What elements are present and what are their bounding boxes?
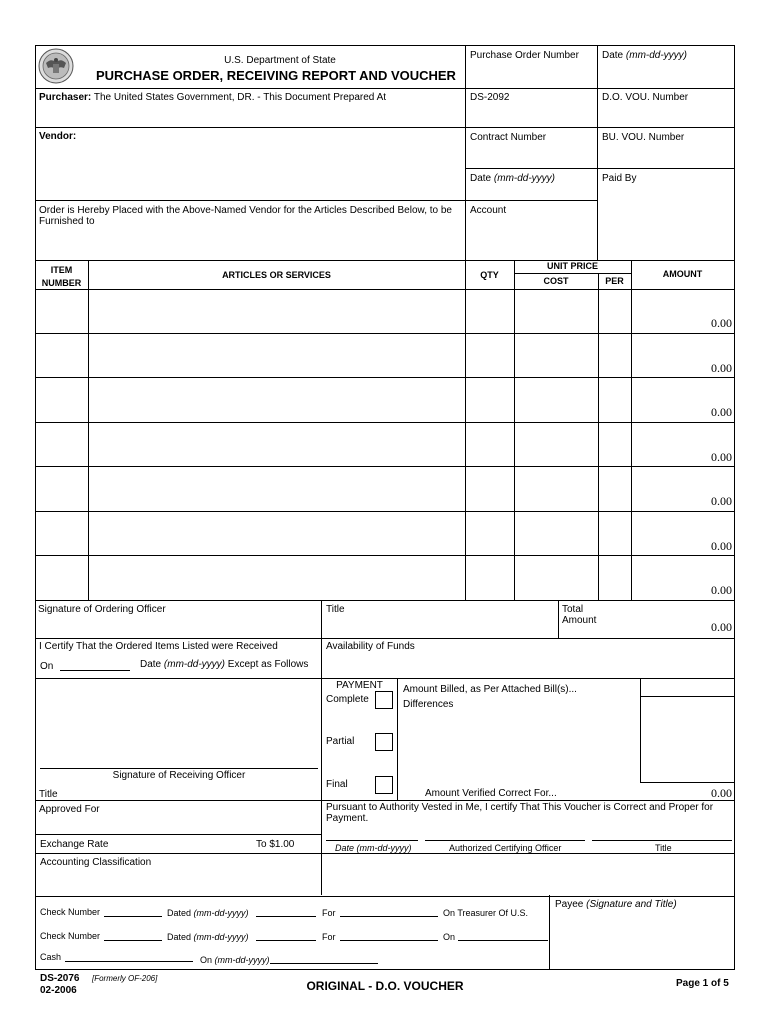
certify-date-label bbox=[335, 843, 412, 853]
purchaser-line bbox=[39, 92, 386, 103]
check-for-field[interactable] bbox=[340, 904, 438, 916]
check-dated-text-2: Dated bbox=[167, 932, 192, 942]
underline bbox=[104, 916, 162, 917]
check-dated-format: (mm-dd-yyyy) bbox=[193, 908, 249, 918]
divider bbox=[514, 273, 631, 274]
divider bbox=[549, 895, 550, 969]
ordering-officer-signature-field[interactable] bbox=[37, 616, 319, 636]
amount-cell: 0.00 bbox=[711, 405, 732, 419]
certify-date-field[interactable] bbox=[326, 826, 418, 840]
table-row[interactable] bbox=[35, 512, 734, 556]
check-dated-field-2[interactable] bbox=[256, 928, 316, 940]
divider bbox=[397, 678, 398, 800]
exceptions-field[interactable] bbox=[37, 680, 319, 766]
received-date-format: (mm-dd-yyyy) bbox=[163, 659, 226, 670]
paid-by-field[interactable] bbox=[599, 185, 731, 259]
underline bbox=[270, 963, 378, 964]
divider bbox=[35, 127, 734, 128]
vendor-date-format: (mm-dd-yyyy) bbox=[493, 173, 556, 184]
underline bbox=[458, 940, 548, 941]
check-dated-text: Dated bbox=[167, 908, 192, 918]
underline bbox=[60, 670, 130, 671]
vendor-label: Vendor: bbox=[39, 131, 77, 142]
check-dated-label bbox=[167, 908, 249, 918]
underline bbox=[340, 940, 438, 941]
ordering-title-field[interactable] bbox=[323, 616, 557, 636]
divider bbox=[321, 600, 322, 895]
divider bbox=[35, 88, 734, 89]
divider bbox=[35, 853, 734, 854]
approved-for-field[interactable] bbox=[100, 802, 318, 832]
except-label: Except as Follows bbox=[227, 659, 309, 670]
form-code: DS-2092 bbox=[470, 92, 510, 103]
department-name: U.S. Department of State bbox=[224, 55, 336, 66]
amount-column-header: AMOUNT bbox=[662, 269, 703, 279]
payment-label: PAYMENT bbox=[336, 680, 383, 691]
pursuant-text: Pursuant to Authority Vested in Me, I certify That This Voucher is Correct and Proper for Payment. bbox=[326, 802, 714, 824]
vendor-date-text: Date bbox=[470, 173, 492, 184]
table-row[interactable] bbox=[35, 289, 734, 334]
vendor-field[interactable] bbox=[37, 143, 463, 199]
account-label: Account bbox=[470, 205, 507, 216]
total-label: Total bbox=[562, 604, 584, 615]
table-row[interactable] bbox=[35, 423, 734, 467]
to-one-dollar-label: To $1.00 bbox=[256, 839, 295, 850]
articles-column-header: ARTICLES OR SERVICES bbox=[222, 270, 331, 280]
underline bbox=[104, 940, 162, 941]
divider bbox=[465, 168, 734, 169]
check-on-field[interactable] bbox=[458, 928, 548, 940]
total-amount-label bbox=[562, 604, 596, 626]
on-treasurer-label: On Treasurer Of U.S. bbox=[443, 908, 529, 918]
divider bbox=[465, 45, 466, 260]
account-field[interactable] bbox=[467, 218, 595, 258]
amount-billed-field[interactable] bbox=[642, 680, 732, 695]
check-for-field-2[interactable] bbox=[340, 928, 438, 940]
underline bbox=[256, 916, 316, 917]
copy-title: ORIGINAL - D.O. VOUCHER bbox=[306, 979, 464, 993]
divider bbox=[597, 45, 598, 260]
final-label: Final bbox=[326, 779, 348, 790]
availability-of-funds-field[interactable] bbox=[323, 653, 732, 677]
payee-text: Payee bbox=[555, 899, 584, 910]
cash-label: Cash bbox=[40, 952, 62, 962]
amount-cell: 0.00 bbox=[711, 583, 732, 597]
check-number-field[interactable] bbox=[104, 904, 162, 916]
complete-checkbox[interactable] bbox=[375, 691, 393, 709]
received-on-date-field[interactable] bbox=[60, 657, 130, 670]
date-label bbox=[602, 50, 687, 61]
po-number-label: Purchase Order Number bbox=[470, 50, 579, 61]
exchange-rate-label: Exchange Rate bbox=[40, 839, 109, 850]
received-on-label: On bbox=[40, 661, 54, 672]
table-row[interactable] bbox=[35, 334, 734, 378]
item-label: ITEM bbox=[50, 265, 73, 275]
cash-on-format: (mm-dd-yyyy) bbox=[214, 955, 270, 965]
form-title: PURCHASE ORDER, RECEIVING REPORT AND VOUCHER bbox=[96, 68, 456, 83]
cash-on-field[interactable] bbox=[270, 951, 378, 963]
do-vou-label: D.O. VOU. Number bbox=[602, 92, 689, 103]
contract-number-field[interactable] bbox=[467, 145, 595, 167]
do-vou-field[interactable] bbox=[599, 104, 731, 124]
cash-on-label bbox=[200, 955, 270, 965]
check-for-label-2: For bbox=[322, 932, 336, 942]
accounting-classification-label: Accounting Classification bbox=[40, 857, 152, 868]
certify-date-format: (mm-dd-yyyy) bbox=[356, 843, 412, 853]
amount-cell: 0.00 bbox=[711, 494, 732, 508]
receiving-title-field[interactable] bbox=[70, 786, 318, 800]
check-dated-field[interactable] bbox=[256, 904, 316, 916]
divider bbox=[35, 638, 734, 639]
availability-of-funds-label: Availability of Funds bbox=[326, 641, 415, 652]
accounting-classification-field[interactable] bbox=[37, 870, 732, 894]
form-id: DS-2076 bbox=[40, 973, 80, 984]
amount-cell: 0.00 bbox=[711, 361, 732, 375]
differences-amount-field[interactable] bbox=[642, 698, 732, 782]
payee-signature-field[interactable] bbox=[551, 912, 731, 968]
table-row[interactable] bbox=[35, 467, 734, 512]
received-date-label bbox=[140, 659, 308, 670]
date-label-text: Date bbox=[602, 50, 624, 61]
qty-column-header: QTY bbox=[480, 270, 499, 280]
final-checkbox[interactable] bbox=[375, 776, 393, 794]
payee-label bbox=[555, 899, 677, 910]
divider bbox=[35, 800, 734, 801]
date-format: (mm-dd-yyyy) bbox=[625, 50, 688, 61]
authorized-officer-label: Authorized Certifying Officer bbox=[449, 843, 562, 853]
formerly-label: [Formerly OF-206] bbox=[92, 974, 158, 983]
certify-date-line bbox=[326, 840, 418, 841]
form-revision: 02-2006 bbox=[40, 985, 77, 996]
differences-field[interactable] bbox=[399, 712, 637, 782]
cash-field[interactable] bbox=[65, 949, 193, 961]
divider bbox=[35, 834, 322, 835]
purchaser-label: Purchaser: bbox=[39, 92, 92, 103]
certifying-officer-line bbox=[425, 840, 585, 841]
table-row[interactable] bbox=[35, 556, 734, 600]
amount-label: Amount bbox=[562, 615, 597, 626]
divider bbox=[35, 600, 734, 601]
divider bbox=[640, 696, 734, 697]
purchaser-text: The United States Government, DR. - This Document Prepared At bbox=[93, 92, 387, 103]
certify-title-field[interactable] bbox=[592, 826, 732, 840]
page-number: Page 1 of 5 bbox=[676, 978, 729, 989]
divider bbox=[35, 200, 598, 201]
partial-checkbox[interactable] bbox=[375, 733, 393, 751]
amount-billed-label: Amount Billed, as Per Attached Bill(s)... bbox=[403, 684, 577, 695]
bu-vou-label: BU. VOU. Number bbox=[602, 132, 685, 143]
item-column-header bbox=[35, 264, 88, 290]
check-number-label-2: Check Number bbox=[40, 931, 101, 941]
amount-cell: 0.00 bbox=[711, 539, 732, 553]
certify-title-label: Title bbox=[655, 843, 672, 853]
amount-verified-value: 0.00 bbox=[711, 786, 732, 800]
purchaser-field[interactable] bbox=[37, 104, 463, 124]
check-for-label: For bbox=[322, 908, 336, 918]
contract-number-label: Contract Number bbox=[470, 132, 547, 143]
underline bbox=[340, 916, 438, 917]
receiving-signature-line bbox=[40, 768, 318, 769]
divider bbox=[558, 600, 559, 638]
state-department-seal-icon bbox=[38, 48, 74, 84]
underline bbox=[65, 961, 193, 962]
differences-label: Differences bbox=[403, 699, 454, 710]
furnished-to-field[interactable] bbox=[37, 228, 463, 258]
divider bbox=[35, 678, 734, 679]
certify-date-text: Date bbox=[335, 843, 355, 853]
bu-vou-field[interactable] bbox=[599, 145, 731, 167]
check-on-label: On bbox=[443, 932, 456, 942]
receiving-title-label: Title bbox=[39, 789, 58, 800]
po-number-field[interactable] bbox=[467, 62, 595, 86]
paid-by-label: Paid By bbox=[602, 173, 637, 184]
number-label: NUMBER bbox=[41, 278, 82, 288]
per-column-header: PER bbox=[605, 276, 624, 286]
vendor-date-label bbox=[470, 173, 555, 184]
check-number-field-2[interactable] bbox=[104, 928, 162, 940]
check-number-label: Check Number bbox=[40, 907, 101, 917]
check-dated-label-2 bbox=[167, 932, 249, 942]
exchange-rate-field[interactable] bbox=[115, 836, 250, 852]
date-field[interactable] bbox=[599, 62, 731, 86]
ordering-officer-label: Signature of Ordering Officer bbox=[38, 604, 166, 615]
order-placed-text: Order is Hereby Placed with the Above-Named Vendor for the Articles Described Below, to be Furnished to bbox=[39, 205, 452, 227]
certifying-officer-signature-field[interactable] bbox=[425, 826, 585, 840]
vendor-date-field[interactable] bbox=[467, 185, 595, 199]
cost-column-header: COST bbox=[543, 276, 569, 286]
approved-for-label: Approved For bbox=[39, 804, 100, 815]
amount-cell: 0.00 bbox=[711, 450, 732, 464]
complete-label: Complete bbox=[326, 694, 369, 705]
amount-verified-label: Amount Verified Correct For... bbox=[425, 788, 557, 799]
certify-received-label: I Certify That the Ordered Items Listed were Received bbox=[39, 641, 278, 652]
unit-price-header: UNIT PRICE bbox=[546, 261, 598, 271]
partial-label: Partial bbox=[326, 736, 355, 747]
underline bbox=[256, 940, 316, 941]
table-row[interactable] bbox=[35, 378, 734, 423]
ordering-title-label: Title bbox=[326, 604, 345, 615]
amount-cell: 0.00 bbox=[711, 316, 732, 330]
receiving-officer-label: Signature of Receiving Officer bbox=[112, 770, 246, 781]
certify-title-line bbox=[592, 840, 732, 841]
divider bbox=[640, 782, 734, 783]
payee-format: (Signature and Title) bbox=[586, 899, 677, 910]
cash-on-text: On bbox=[200, 955, 213, 965]
received-date-text: Date bbox=[140, 659, 162, 670]
items-table-body bbox=[35, 289, 734, 600]
divider bbox=[640, 678, 641, 783]
total-amount-value: 0.00 bbox=[711, 620, 732, 634]
check-dated-format-2: (mm-dd-yyyy) bbox=[193, 932, 249, 942]
